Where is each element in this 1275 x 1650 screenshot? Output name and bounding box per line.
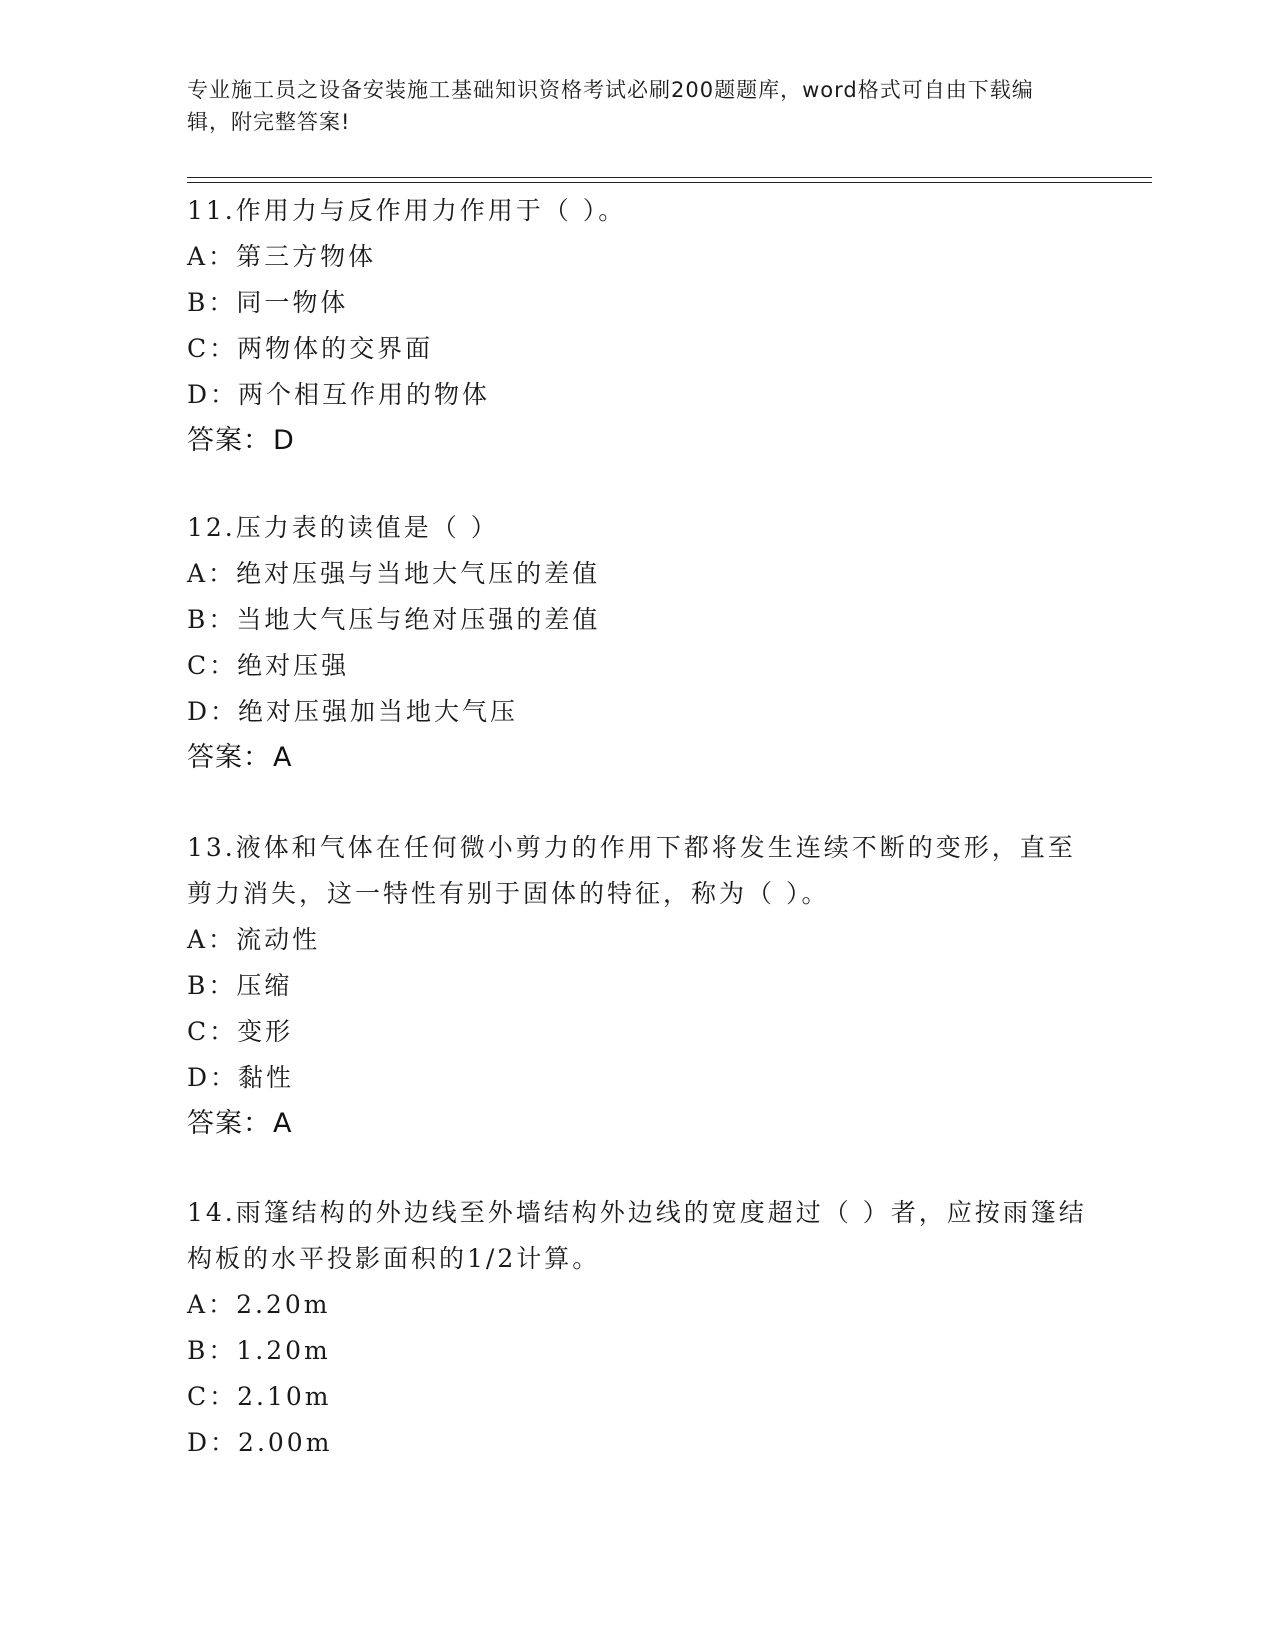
option-text: 绝对压强 — [237, 651, 350, 680]
option-text: 同一物体 — [236, 288, 349, 317]
answer-value: A — [273, 742, 293, 773]
option-label: D： — [187, 1063, 239, 1092]
option-label: C： — [187, 1017, 238, 1046]
question-text: 作用力与反作用力作用于（ ）。 — [235, 196, 627, 225]
question-number: 11. — [187, 196, 236, 225]
option-text: 绝对压强与当地大气压的差值 — [236, 559, 601, 588]
answer-value: D — [273, 425, 295, 456]
answer-line — [187, 735, 1087, 781]
option-label: B： — [187, 971, 237, 1000]
question-text: 压力表的读值是（ ） — [235, 513, 499, 542]
answer-line — [187, 418, 1087, 464]
option-d — [187, 1055, 1087, 1101]
option-text: 绝对压强加当地大气压 — [238, 697, 519, 726]
option-text: 两物体的交界面 — [237, 334, 434, 363]
option-label: B： — [187, 1336, 237, 1365]
option-a — [187, 1282, 1087, 1328]
question-stem — [187, 188, 1087, 234]
option-label: A： — [187, 242, 237, 271]
option-text: 第三方物体 — [236, 242, 377, 271]
option-c — [187, 1009, 1087, 1055]
option-text: 压缩 — [236, 971, 293, 1000]
option-text: 黏性 — [238, 1063, 295, 1092]
option-text: 2.20m — [236, 1290, 331, 1319]
option-text: 2.00m — [238, 1428, 333, 1457]
document-header: 专业施工员之设备安装施工基础知识资格考试必刷200题题库，word格式可自由下载编辑，附完整答案! — [187, 78, 1034, 134]
question-12 — [187, 505, 1087, 781]
option-b — [187, 280, 1087, 326]
option-text: 当地大气压与绝对压强的差值 — [236, 605, 601, 634]
answer-line — [187, 1101, 1087, 1147]
question-number: 13. — [187, 833, 236, 862]
option-b — [187, 597, 1087, 643]
option-label: A： — [187, 1290, 237, 1319]
option-c — [187, 1374, 1087, 1420]
question-11 — [187, 188, 1087, 464]
option-text: 2.10m — [237, 1382, 332, 1411]
question-13 — [187, 825, 1087, 1147]
question-text: 雨篷结构的外边线至外墙结构外边线的宽度超过（ ）者，应按雨篷结构板的水平投影面积的1/2计算。 — [187, 1198, 1087, 1273]
option-label: A： — [187, 925, 237, 954]
option-text: 两个相互作用的物体 — [238, 380, 491, 409]
answer-value: A — [273, 1108, 293, 1139]
option-label: C： — [187, 1382, 238, 1411]
option-d — [187, 1420, 1087, 1466]
question-number: 12. — [187, 513, 236, 542]
header-rule-top — [187, 177, 1152, 178]
option-label: B： — [187, 288, 237, 317]
option-label: B： — [187, 605, 237, 634]
option-b — [187, 1328, 1087, 1374]
option-d — [187, 689, 1087, 735]
option-text: 流动性 — [236, 925, 321, 954]
option-d — [187, 372, 1087, 418]
option-b — [187, 963, 1087, 1009]
answer-label: 答案： — [187, 425, 271, 456]
question-number: 14. — [187, 1198, 236, 1227]
question-stem — [187, 505, 1087, 551]
question-14 — [187, 1190, 1087, 1466]
option-label: C： — [187, 334, 238, 363]
option-c — [187, 326, 1087, 372]
option-a — [187, 917, 1087, 963]
header-rule-bottom — [187, 182, 1152, 183]
option-a — [187, 234, 1087, 280]
answer-label: 答案： — [187, 742, 271, 773]
option-label: C： — [187, 651, 238, 680]
question-stem — [187, 1190, 1087, 1282]
option-c — [187, 643, 1087, 689]
option-a — [187, 551, 1087, 597]
option-label: A： — [187, 559, 237, 588]
option-label: D： — [187, 1428, 239, 1457]
question-text: 液体和气体在任何微小剪力的作用下都将发生连续不断的变形，直至剪力消失，这一特性有别于固体的特征，称为（ ）。 — [187, 833, 1076, 908]
option-text: 1.20m — [236, 1336, 331, 1365]
option-text: 变形 — [237, 1017, 294, 1046]
answer-label: 答案： — [187, 1108, 271, 1139]
option-label: D： — [187, 380, 239, 409]
question-stem — [187, 825, 1087, 917]
option-label: D： — [187, 697, 239, 726]
